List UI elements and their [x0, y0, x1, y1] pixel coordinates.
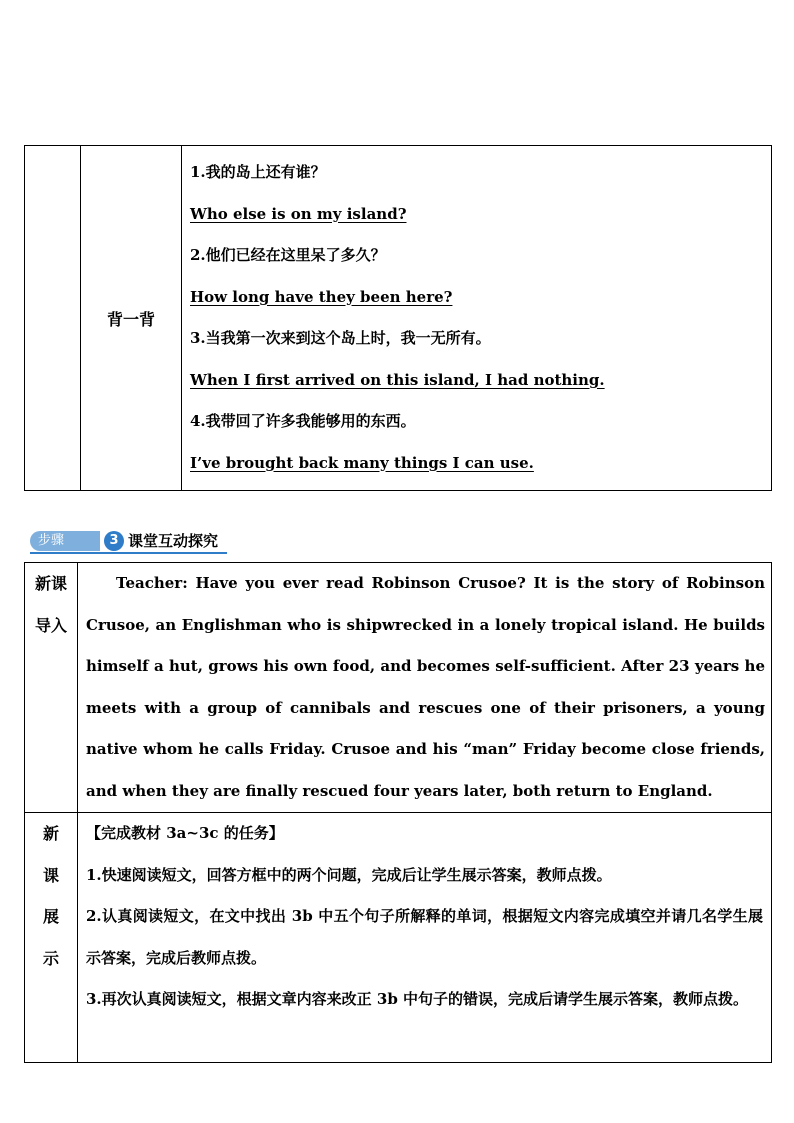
recite-label: 背一背: [81, 146, 182, 491]
cn-sentence-3: 3.当我第一次来到这个岛上时，我一无所有。: [190, 329, 491, 347]
cn-sentence-4: 4.我带回了许多我能够用的东西。: [190, 412, 416, 430]
en-sentence-1: Who else is on my island?: [190, 204, 407, 223]
step-header: [30, 530, 230, 552]
task-item-3: 3.再次认真阅读短文，根据文章内容来改正 3b 中句子的错误，完成后请学生展示答案，教师点拨。: [86, 990, 749, 1008]
step-number: 3: [104, 531, 124, 551]
cn-sentence-2: 2.他们已经在这里呆了多久？: [190, 246, 386, 264]
step-underline: [30, 552, 227, 554]
step-badge: 步骤: [30, 531, 100, 551]
cn-sentence-1: 1.我的岛上还有谁？: [190, 163, 326, 181]
empty-cell: [25, 146, 81, 491]
show-label: 新 课 展 示: [25, 813, 78, 1063]
en-sentence-3: When I first arrived on this island, I had nothing.: [190, 370, 605, 389]
task-cell: [78, 813, 772, 1063]
recite-table: [24, 145, 772, 491]
intro-cell: [78, 563, 772, 813]
task-item-1: 1.快速阅读短文，回答方框中的两个问题，完成后让学生展示答案，教师点拨。: [86, 865, 612, 884]
recite-content: [182, 146, 772, 491]
step-title: 课堂互动探究: [128, 532, 219, 550]
intro-label: 新课 导入: [25, 563, 78, 813]
en-sentence-4: I’ve brought back many things I can use.: [190, 453, 534, 472]
en-sentence-2: How long have they been here?: [190, 287, 453, 306]
lesson-table: [24, 562, 772, 1063]
task-title: 【完成教材 3a~3c 的任务】: [86, 824, 284, 842]
intro-text: Teacher: Have you ever read Robinson Crusoe? It is the story of Robinson Crusoe, an Englishman who is shipwrecked in a lonely tropical island. He builds himself a hut, grows his own food, and becomes self-sufficient. After 23 years he meets with a group of cannibals and rescues one of their prisoners, a young native whom he calls Friday. Crusoe and his “man” Friday become close friends, and when they are finally rescued four years later, both return to England.: [86, 574, 765, 800]
task-item-2: 2.认真阅读短文，在文中找出 3b 中五个句子所解释的单词，根据短文内容完成填空并请几名学生展示答案，完成后教师点拨。: [86, 907, 763, 967]
